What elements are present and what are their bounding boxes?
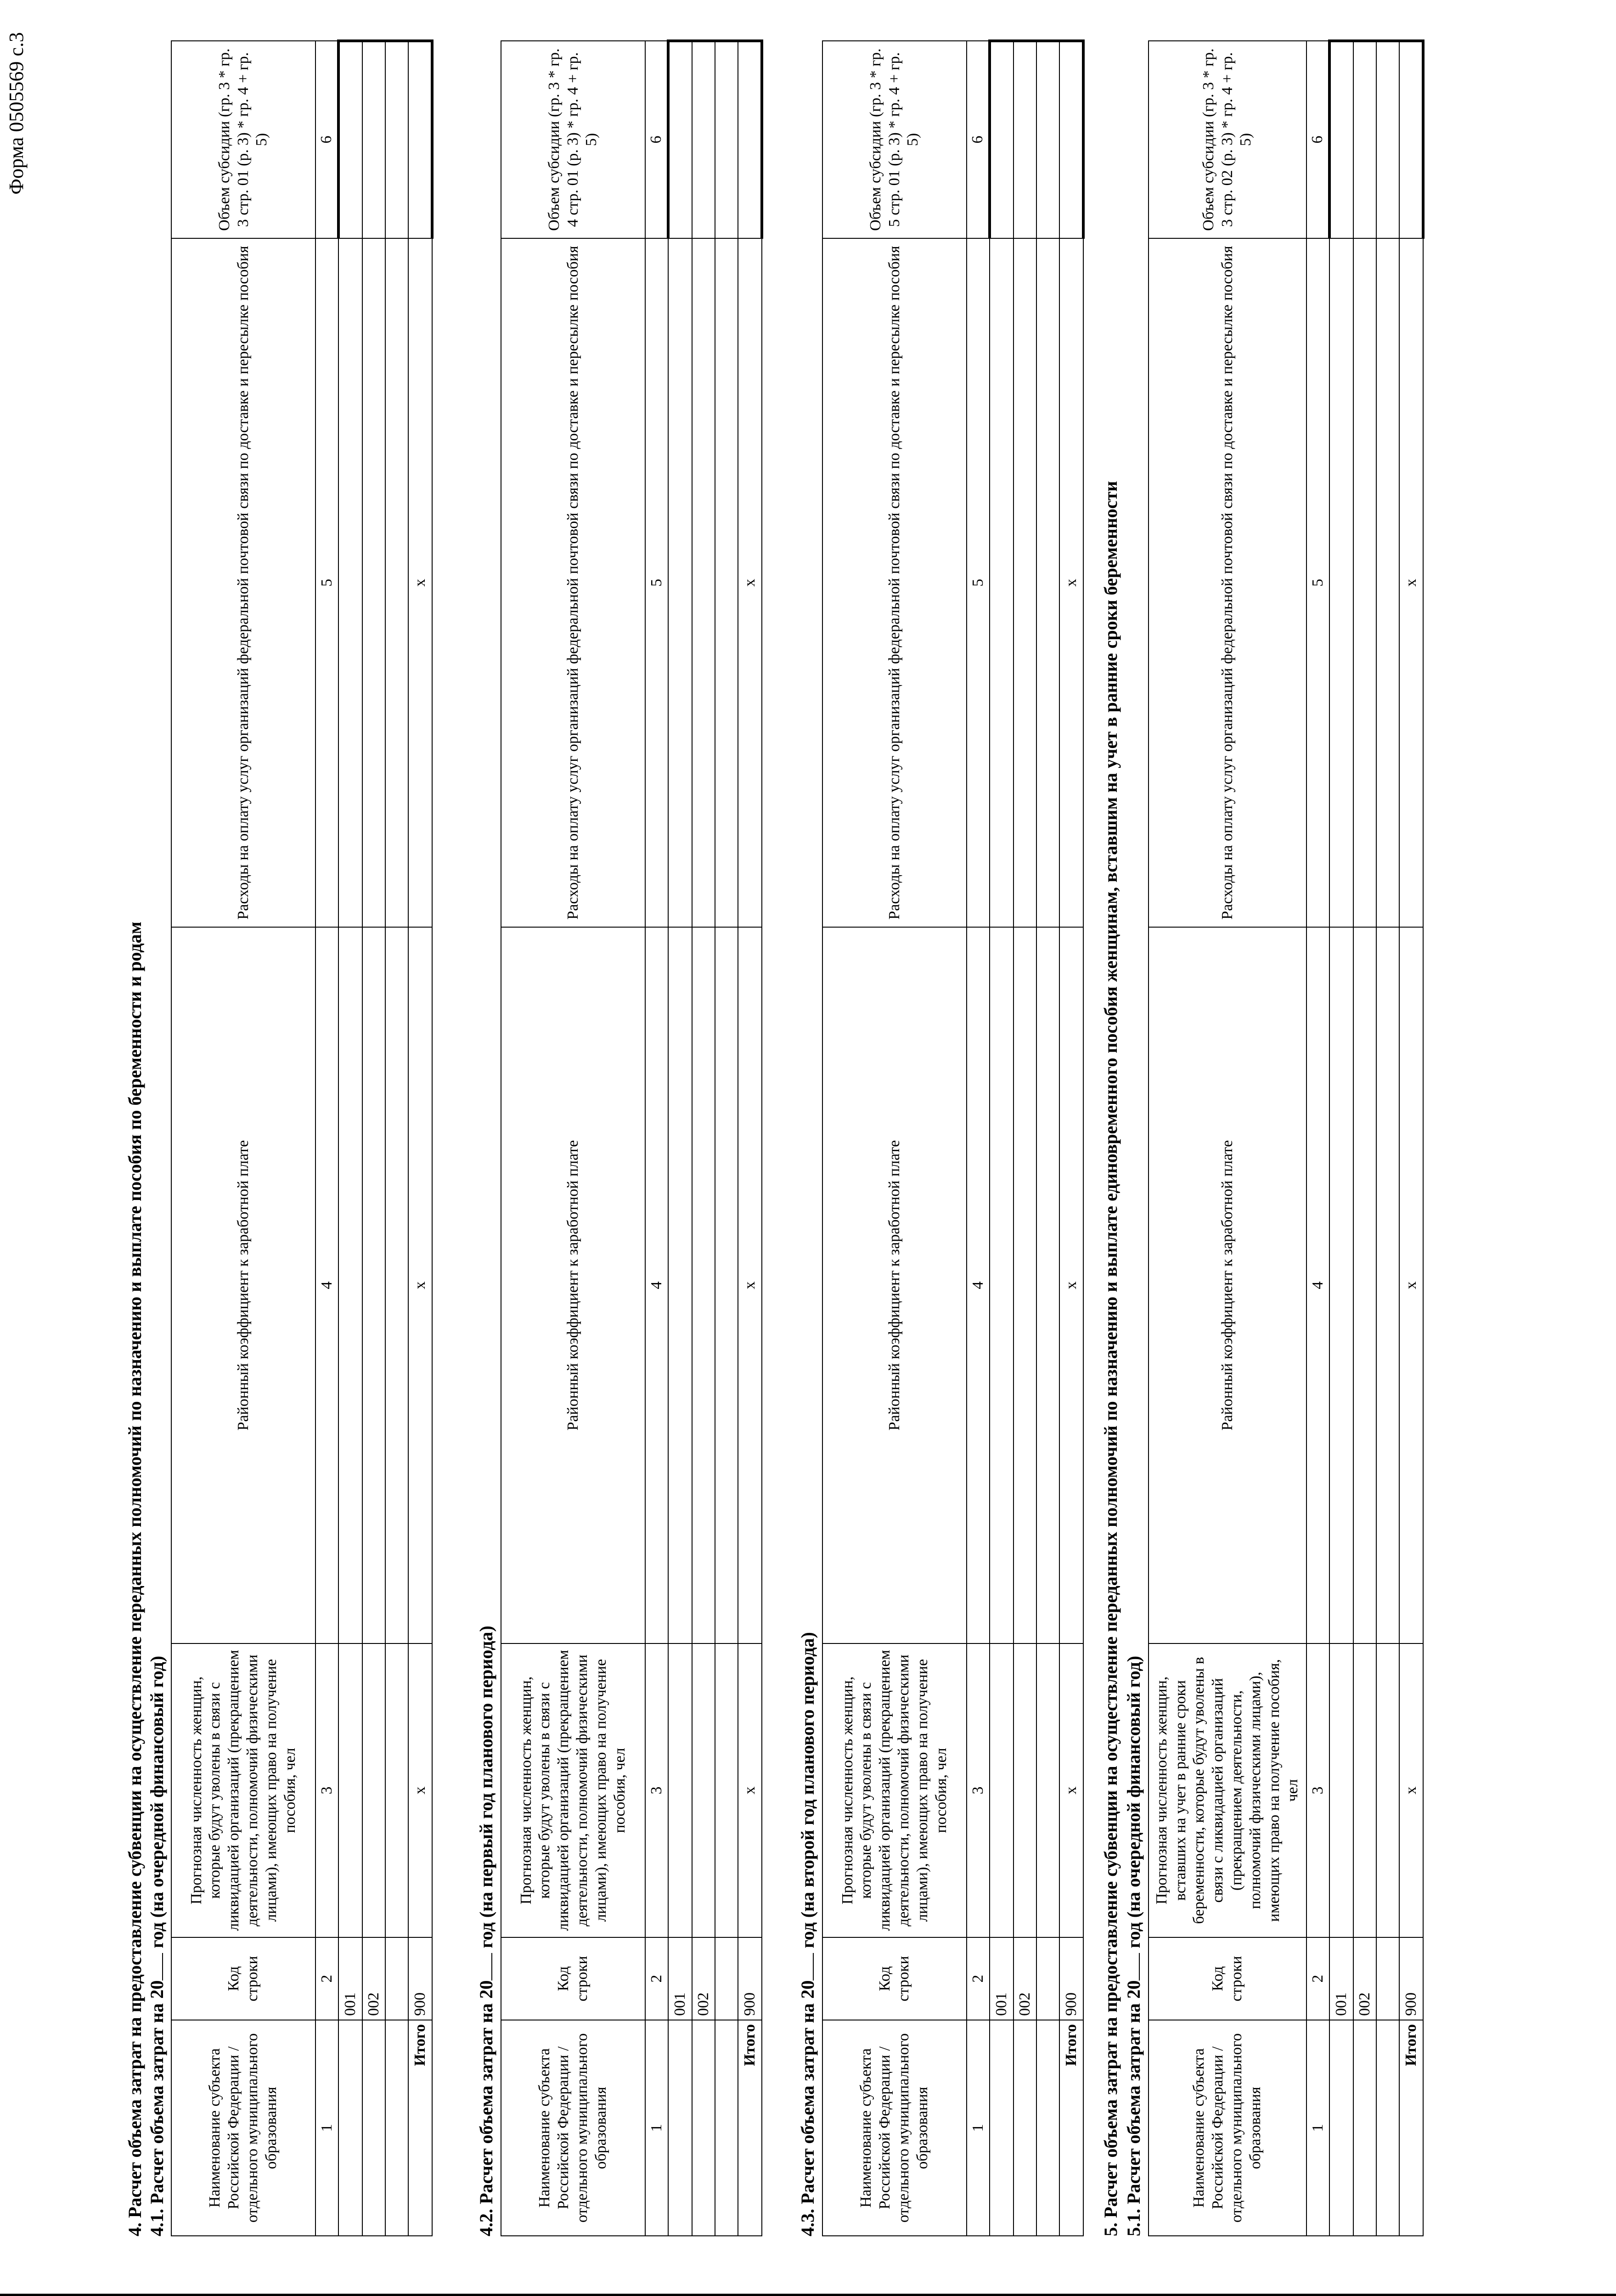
table-row bbox=[1329, 41, 1353, 2236]
total-row bbox=[1399, 41, 1423, 2236]
cell-coef[interactable] bbox=[1329, 927, 1353, 1643]
total-x: x bbox=[408, 1643, 432, 1937]
total-x: x bbox=[1059, 1643, 1083, 1937]
total-label: Итого bbox=[1059, 2020, 1083, 2236]
cell-count[interactable] bbox=[1353, 1643, 1376, 1937]
cell-name[interactable] bbox=[362, 2020, 385, 2236]
cell-code: 002 bbox=[1014, 1937, 1036, 2020]
table-row bbox=[1353, 41, 1376, 2236]
cell-postal[interactable] bbox=[1329, 238, 1353, 927]
col-number: 5 bbox=[315, 238, 338, 927]
cell-code: 002 bbox=[362, 1937, 385, 2020]
cell-subsidy[interactable] bbox=[1353, 41, 1376, 238]
cell-count[interactable] bbox=[338, 1643, 362, 1937]
cell-coef[interactable] bbox=[1376, 927, 1399, 1643]
section-5-heading: 5. Расчет объема затрат на предоставление субвенции на осуществление переданных полномочий по назначению и выплате единовременного пособия женщинам, вставшим на учет в ранние сроки беременности bbox=[1100, 481, 1121, 2236]
header-name: Наименование субъекта Российской Федерации / отдельного муниципального образования bbox=[822, 2020, 967, 2236]
col-number: 4 bbox=[1306, 927, 1329, 1643]
total-label: Итого bbox=[1399, 2020, 1423, 2236]
cell-count[interactable] bbox=[362, 1643, 385, 1937]
total-row bbox=[408, 41, 432, 2236]
cell-count[interactable] bbox=[990, 1643, 1014, 1937]
table-4-3 bbox=[822, 39, 1085, 2236]
col-number: 6 bbox=[315, 41, 338, 238]
header-code: Код строки bbox=[501, 1937, 645, 2020]
cell-count[interactable] bbox=[668, 1643, 692, 1937]
cell-name[interactable] bbox=[1353, 2020, 1376, 2236]
header-postal-costs: Расходы на оплату услуг организаций федеральной почтовой связи по доставке и пересылке пособия bbox=[501, 238, 645, 927]
cell-name[interactable] bbox=[668, 2020, 692, 2236]
cell-subsidy[interactable] bbox=[338, 41, 362, 238]
cell-count[interactable] bbox=[1036, 1643, 1059, 1937]
total-code: 900 bbox=[408, 1937, 432, 2020]
total-x: x bbox=[408, 927, 432, 1643]
total-subsidy[interactable] bbox=[1399, 41, 1423, 238]
table-row bbox=[1036, 41, 1059, 2236]
cell-coef[interactable] bbox=[385, 927, 408, 1643]
rotated-content bbox=[0, 23, 1571, 2273]
table-5-1 bbox=[1148, 39, 1425, 2236]
col-number: 1 bbox=[645, 2020, 668, 2236]
col-number: 2 bbox=[967, 1937, 990, 2020]
table-row bbox=[385, 41, 408, 2236]
section-4-heading: 4. Расчет объема затрат на предоставление субвенции на осуществление переданных полномочий по назначению и выплате пособия по беременности и родам bbox=[124, 922, 145, 2236]
col-number: 3 bbox=[315, 1643, 338, 1937]
col-number: 1 bbox=[1306, 2020, 1329, 2236]
header-postal-costs: Расходы на оплату услуг организаций федеральной почтовой связи по доставке и пересылке пособия bbox=[822, 238, 967, 927]
cell-postal[interactable] bbox=[1036, 238, 1059, 927]
total-x: x bbox=[738, 1643, 762, 1937]
total-row bbox=[1059, 41, 1083, 2236]
header-women-count: Прогнозная численность женщин, которые будут уволены в связи с ликвидацией организаций (прекращением деятельности, полномочий физическими лицами), имеющих право на получение пособия, чел bbox=[171, 1643, 315, 1937]
cell-subsidy[interactable] bbox=[1036, 41, 1059, 238]
table-row bbox=[668, 41, 692, 2236]
cell-subsidy[interactable] bbox=[362, 41, 385, 238]
col-number: 6 bbox=[645, 41, 668, 238]
total-subsidy[interactable] bbox=[738, 41, 762, 238]
cell-name[interactable] bbox=[1014, 2020, 1036, 2236]
cell-name[interactable] bbox=[1036, 2020, 1059, 2236]
cell-coef[interactable] bbox=[1353, 927, 1376, 1643]
table-row bbox=[362, 41, 385, 2236]
total-x: x bbox=[1399, 1643, 1423, 1937]
cell-code: 001 bbox=[990, 1937, 1014, 2020]
cell-name[interactable] bbox=[385, 2020, 408, 2236]
cell-coef[interactable] bbox=[990, 927, 1014, 1643]
table-row bbox=[715, 41, 738, 2236]
cell-name[interactable] bbox=[715, 2020, 738, 2236]
cell-coef[interactable] bbox=[692, 927, 715, 1643]
header-regional-coef: Районный коэффициент к заработной плате bbox=[501, 927, 645, 1643]
header-code: Код строки bbox=[171, 1937, 315, 2020]
col-number: 6 bbox=[967, 41, 990, 238]
table-row bbox=[338, 41, 362, 2236]
cell-postal[interactable] bbox=[1014, 238, 1036, 927]
table-row bbox=[990, 41, 1014, 2236]
total-subsidy[interactable] bbox=[408, 41, 432, 238]
col-number: 2 bbox=[645, 1937, 668, 2020]
cell-postal[interactable] bbox=[385, 238, 408, 927]
cell-code: 002 bbox=[1353, 1937, 1376, 2020]
total-x: x bbox=[1059, 238, 1083, 927]
col-number: 2 bbox=[315, 1937, 338, 2020]
cell-coef[interactable] bbox=[715, 927, 738, 1643]
header-code: Код строки bbox=[822, 1937, 967, 2020]
cell-count[interactable] bbox=[1376, 1643, 1399, 1937]
header-regional-coef: Районный коэффициент к заработной плате bbox=[1149, 927, 1306, 1643]
cell-count[interactable] bbox=[1014, 1643, 1036, 1937]
col-number: 1 bbox=[315, 2020, 338, 2236]
cell-coef[interactable] bbox=[668, 927, 692, 1643]
col-number: 3 bbox=[967, 1643, 990, 1937]
total-x: x bbox=[408, 238, 432, 927]
cell-coef[interactable] bbox=[338, 927, 362, 1643]
cell-name[interactable] bbox=[1329, 2020, 1353, 2236]
form-number: Форма 0505569 с.3 bbox=[5, 32, 28, 195]
cell-coef[interactable] bbox=[1036, 927, 1059, 1643]
cell-postal[interactable] bbox=[1353, 238, 1376, 927]
subsection-4-1-title: 4.1. Расчет объема затрат на 20 год (на очередной финансовый год) bbox=[146, 1655, 167, 2236]
col-number: 3 bbox=[1306, 1643, 1329, 1937]
cell-code bbox=[1036, 1937, 1059, 2020]
cell-coef[interactable] bbox=[362, 927, 385, 1643]
total-x: x bbox=[1059, 927, 1083, 1643]
total-label: Итого bbox=[408, 2020, 432, 2236]
cell-code: 001 bbox=[338, 1937, 362, 2020]
cell-subsidy[interactable] bbox=[668, 41, 692, 238]
cell-name[interactable] bbox=[692, 2020, 715, 2236]
header-postal-costs: Расходы на оплату услуг организаций федеральной почтовой связи по доставке и пересылке пособия bbox=[1149, 238, 1306, 927]
cell-postal[interactable] bbox=[1376, 238, 1399, 927]
cell-name[interactable] bbox=[1376, 2020, 1399, 2236]
cell-code bbox=[385, 1937, 408, 2020]
col-number: 5 bbox=[967, 238, 990, 927]
col-number: 5 bbox=[645, 238, 668, 927]
cell-code: 001 bbox=[668, 1937, 692, 2020]
total-x: x bbox=[738, 238, 762, 927]
header-name: Наименование субъекта Российской Федерации / отдельного муниципального образования bbox=[171, 2020, 315, 2236]
header-women-count: Прогнозная численность женщин, которые будут уволены в связи с ликвидацией организаций (прекращением деятельности, полномочий физическими лицами), имеющих право на получение пособия, чел bbox=[501, 1643, 645, 1937]
cell-postal[interactable] bbox=[668, 238, 692, 927]
col-number: 4 bbox=[645, 927, 668, 1643]
header-postal-costs: Расходы на оплату услуг организаций федеральной почтовой связи по доставке и пересылке пособия bbox=[171, 238, 315, 927]
col-number: 6 bbox=[1306, 41, 1329, 238]
cell-coef[interactable] bbox=[1014, 927, 1036, 1643]
table-4-1 bbox=[171, 39, 434, 2236]
col-number: 3 bbox=[645, 1643, 668, 1937]
cell-count[interactable] bbox=[1329, 1643, 1353, 1937]
col-number: 4 bbox=[967, 927, 990, 1643]
header-subsidy-volume: Объем субсидии (гр. 3 * гр. 5 стр. 01 (р. 3) * гр. 4 + гр. 5) bbox=[822, 41, 967, 238]
cell-code bbox=[715, 1937, 738, 2020]
table-4-2 bbox=[501, 39, 763, 2236]
cell-code: 002 bbox=[692, 1937, 715, 2020]
cell-postal[interactable] bbox=[338, 238, 362, 927]
total-x: x bbox=[1399, 927, 1423, 1643]
cell-name[interactable] bbox=[990, 2020, 1014, 2236]
total-x: x bbox=[1399, 238, 1423, 927]
cell-postal[interactable] bbox=[362, 238, 385, 927]
table-row bbox=[1014, 41, 1036, 2236]
cell-postal[interactable] bbox=[990, 238, 1014, 927]
cell-postal[interactable] bbox=[692, 238, 715, 927]
total-code: 900 bbox=[1399, 1937, 1423, 2020]
header-women-count: Прогнозная численность женщин, вставших на учет в ранние сроки беременности, которые будут уволены в связи с ликвидацией организаций (прекращением деятельности, полномочий физическими лицами), имеющих право на получение пособия, чел bbox=[1149, 1643, 1306, 1937]
cell-subsidy[interactable] bbox=[692, 41, 715, 238]
col-number: 5 bbox=[1306, 238, 1329, 927]
cell-code: 001 bbox=[1329, 1937, 1353, 2020]
cell-subsidy[interactable] bbox=[1329, 41, 1353, 238]
total-x: x bbox=[738, 927, 762, 1643]
subsection-4-3-title: 4.3. Расчет объема затрат на 20 год (на второй год планового периода) bbox=[797, 1632, 818, 2236]
col-number: 1 bbox=[967, 2020, 990, 2236]
cell-subsidy[interactable] bbox=[990, 41, 1014, 238]
header-women-count: Прогнозная численность женщин, которые будут уволены в связи с ликвидацией организаций (прекращением деятельности, полномочий физическими лицами), имеющих право на получение пособия, чел bbox=[822, 1643, 967, 1937]
header-code: Код строки bbox=[1149, 1937, 1306, 2020]
cell-name[interactable] bbox=[338, 2020, 362, 2236]
total-subsidy[interactable] bbox=[1059, 41, 1083, 238]
header-subsidy-volume: Объем субсидии (гр. 3 * гр. 3 стр. 01 (р. 3) * гр. 4 + гр. 5) bbox=[171, 41, 315, 238]
cell-count[interactable] bbox=[715, 1643, 738, 1937]
header-subsidy-volume: Объем субсидии (гр. 3 * гр. 3 стр. 02 (р. 3) * гр. 4 + гр. 5) bbox=[1149, 41, 1306, 238]
cell-count[interactable] bbox=[692, 1643, 715, 1937]
total-row bbox=[738, 41, 762, 2236]
subsection-5-1-title: 5.1. Расчет объема затрат на 20 год (на очередной финансовый год) bbox=[1123, 1655, 1144, 2236]
header-subsidy-volume: Объем субсидии (гр. 3 * гр. 4 стр. 01 (р. 3) * гр. 4 + гр. 5) bbox=[501, 41, 645, 238]
total-code: 900 bbox=[738, 1937, 762, 2020]
col-number: 4 bbox=[315, 927, 338, 1643]
subsection-4-2-title: 4.2. Расчет объема затрат на 20 год (на первый год планового периода) bbox=[476, 1626, 496, 2236]
cell-subsidy[interactable] bbox=[715, 41, 738, 238]
cell-subsidy[interactable] bbox=[1376, 41, 1399, 238]
cell-count[interactable] bbox=[385, 1643, 408, 1937]
cell-subsidy[interactable] bbox=[385, 41, 408, 238]
header-regional-coef: Районный коэффициент к заработной плате bbox=[171, 927, 315, 1643]
total-label: Итого bbox=[738, 2020, 762, 2236]
cell-postal[interactable] bbox=[715, 238, 738, 927]
header-name: Наименование субъекта Российской Федерации / отдельного муниципального образования bbox=[501, 2020, 645, 2236]
cell-subsidy[interactable] bbox=[1014, 41, 1036, 238]
cell-code bbox=[1376, 1937, 1399, 2020]
total-code: 900 bbox=[1059, 1937, 1083, 2020]
header-name: Наименование субъекта Российской Федерации / отдельного муниципального образования bbox=[1149, 2020, 1306, 2236]
table-row bbox=[692, 41, 715, 2236]
scan-edge bbox=[0, 2294, 1616, 2296]
col-number: 2 bbox=[1306, 1937, 1329, 2020]
table-row bbox=[1376, 41, 1399, 2236]
header-regional-coef: Районный коэффициент к заработной плате bbox=[822, 927, 967, 1643]
